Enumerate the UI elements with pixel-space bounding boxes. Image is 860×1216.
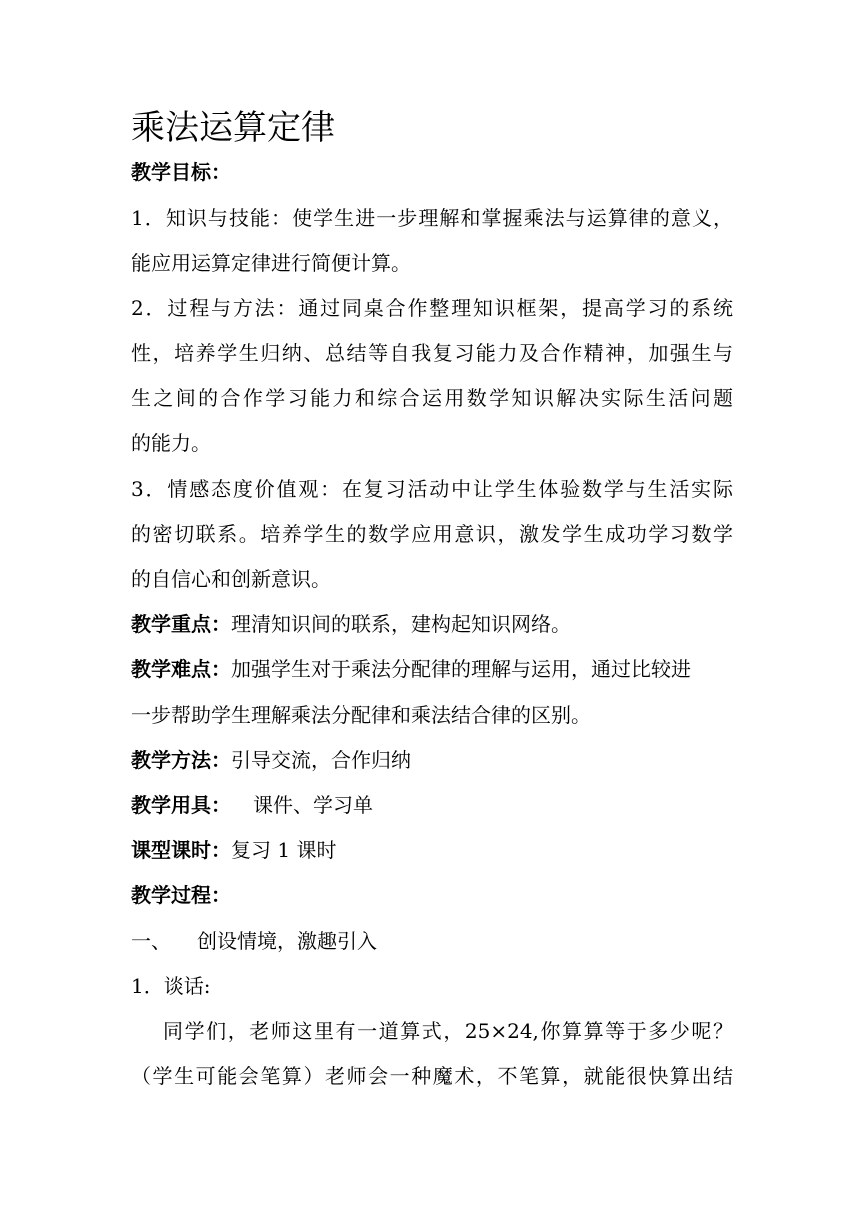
difficulty-text-1: 加强学生对于乘法分配律的理解与运用，通过比较进 [231, 657, 691, 681]
tools-text: 课件、学习单 [253, 793, 373, 817]
objective-2-line-3: 生之间的合作学习能力和综合运用数学知识解决实际生活问题 [131, 386, 733, 410]
objective-2-line-2: 性，培养学生归纳、总结等自我复习能力及合作精神，加强生与 [131, 341, 733, 365]
method-line [131, 746, 733, 774]
objective-3-line-2: 的密切联系。培养学生的数学应用意识，激发学生成功学习数学 [131, 522, 733, 546]
lesson-type-line [131, 836, 733, 864]
paragraph-line-2: （学生可能会笔算）老师会一种魔术，不笔算，就能很快算出结 [131, 1064, 733, 1088]
objective-1-line-2: 能应用运算定律进行简便计算。 [131, 251, 411, 275]
tools-line [131, 791, 733, 819]
lesson-type-label: 课型课时： [131, 838, 231, 862]
paragraph-line-1: 同学们，老师这里有一道算式，25×24,你算算等于多少呢？ [163, 1019, 733, 1043]
objective-3-line-3: 的自信心和创新意识。 [131, 567, 331, 591]
difficulty-line-2: 一步帮助学生理解乘法分配律和乘法结合律的区别。 [131, 703, 591, 727]
objective-3-line-1: 3．情感态度价值观：在复习活动中让学生体验数学与生活实际 [131, 477, 733, 501]
section-1-title: 创设情境，激趣引入 [197, 929, 377, 953]
difficulty-label: 教学难点： [131, 657, 231, 681]
key-point-label: 教学重点： [131, 612, 231, 636]
document-title: 乘法运算定律 [131, 108, 335, 148]
key-point-line [131, 610, 733, 638]
section-1-number: 一、 [131, 929, 171, 953]
objective-1-line-1: 1．知识与技能：使学生进一步理解和掌握乘法与运算律的意义， [131, 206, 733, 230]
lesson-type-text: 复习 1 课时 [231, 838, 337, 862]
objectives-heading: 教学目标： [131, 160, 231, 184]
section-1-heading [131, 927, 733, 955]
process-heading: 教学过程： [131, 883, 231, 907]
objective-2-line-1: 2．过程与方法：通过同桌合作整理知识框架，提高学习的系统 [131, 296, 733, 320]
key-point-text: 理清知识间的联系，建构起知识网络。 [231, 612, 571, 636]
difficulty-line-1 [131, 655, 733, 683]
method-label: 教学方法： [131, 748, 231, 772]
objective-2-line-4: 的能力。 [131, 431, 211, 455]
method-text: 引导交流，合作归纳 [231, 748, 411, 772]
tools-label: 教学用具： [131, 793, 231, 817]
item-1-heading: 1．谈话: [131, 974, 211, 998]
